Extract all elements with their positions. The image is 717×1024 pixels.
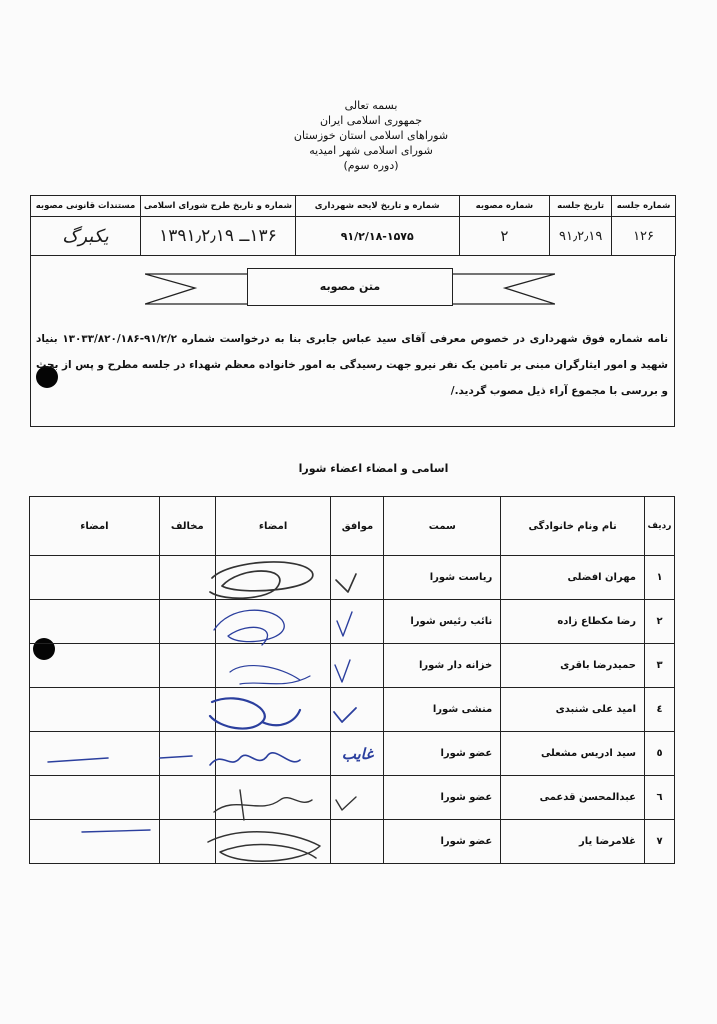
signature-mark-icon [210, 698, 300, 728]
member-role: عضو شورا [384, 820, 501, 864]
dash-mark-icon [160, 756, 192, 758]
members-title: اسامی و امضاء اعضاء شورا [298, 462, 449, 475]
member-name: سید ادریس مشعلی [501, 732, 645, 776]
resolution-number-value: ۲ [459, 217, 550, 256]
member-role: منشی شورا [384, 688, 501, 732]
member-name: حمیدرضا باقری [501, 644, 645, 688]
header-line-city-council: شورای اسلامی شهر امیدیه [309, 144, 433, 157]
resolution-title: متن مصوبه [247, 268, 453, 306]
check-mark-icon [335, 660, 350, 682]
member-role: عضو شورا [384, 732, 501, 776]
meta-col-session-number: شماره جلسه [612, 196, 676, 217]
resolution-text: نامه شماره فوق شهرداری در خصوص معرفی آقای سید عباس جابری بنا به درخواست شماره ۹۱/۲/۲-۱۳۰۳۳/۸۲۰/۱۸۶ بنیاد شهید و امور ایثارگران مبنی بر تامین یک نفر نیرو جهت رسیدگی به امور خانواده معظم شهداء در جلسه مطرح و پس از بحث و بررسی با مجموع آراء ذیل مصوب گردید./ [36, 333, 668, 397]
row-number: ٤ [645, 688, 675, 732]
meta-col-municipal-bill: شماره و تاریخ لایحه شهرداری [295, 196, 459, 217]
check-mark-icon [334, 708, 356, 722]
col-against-signature: امضاء [30, 497, 160, 556]
row-number: ٦ [645, 776, 675, 820]
municipal-bill-value: ۹۱/۲/۱۸-۱۵۷۵ [295, 217, 459, 256]
header-line-republic: جمهوری اسلامی ایران [319, 114, 423, 127]
row-number: ٥ [645, 732, 675, 776]
member-role: نائب رئیس شورا [384, 600, 501, 644]
dash-mark-icon [82, 830, 150, 832]
signature-mark-icon [208, 832, 320, 861]
header-line-bismillah: بسمه تعالی [344, 99, 398, 112]
header-line-term: (دوره سوم) [343, 159, 399, 172]
meta-col-resolution-number: شماره مصوبه [459, 196, 550, 217]
row-number: ۳ [645, 644, 675, 688]
member-name: امید علی شنبدی [501, 688, 645, 732]
row-number: ۷ [645, 820, 675, 864]
member-role: خزانه دار شورا [384, 644, 501, 688]
member-name: غلامرضا یار [501, 820, 645, 864]
meta-col-session-date: تاریخ جلسه [550, 196, 612, 217]
session-date-value: ۹۱٫۲٫۱۹ [550, 217, 612, 256]
check-mark-icon [336, 797, 356, 810]
col-in-favor-signature: امضاء [215, 497, 331, 556]
session-number-value: ۱۲۶ [612, 217, 676, 256]
signature-mark-icon [210, 753, 300, 765]
signature-mark-icon [230, 666, 310, 684]
in-favor-handwritten-note: غایب [331, 732, 384, 776]
check-mark-icon [337, 612, 352, 636]
member-name: رضا مکطاع زاده [501, 600, 645, 644]
row-number: ۲ [645, 600, 675, 644]
row-number: ۱ [645, 556, 675, 600]
member-role: ریاست شورا [384, 556, 501, 600]
meta-col-legal-docs: مستندات قانونی مصوبه [31, 196, 141, 217]
legal-docs-value: یکبرگ [31, 217, 141, 256]
meta-col-council-plan: شماره و تاریخ طرح شورای اسلامی [140, 196, 295, 217]
dash-mark-icon [48, 758, 108, 762]
header-line-province: شوراهای اسلامی استان خوزستان [293, 129, 449, 142]
member-role: عضو شورا [384, 776, 501, 820]
council-plan-value: ۱۳۶ــ ۱۳۹۱٫۲٫۱۹ [140, 217, 295, 256]
col-row-number: ردیف [645, 497, 675, 556]
signature-mark-icon [214, 790, 312, 820]
member-name: عبدالمحسن قدعمی [501, 776, 645, 820]
col-full-name: نام ونام خانوادگی [501, 497, 645, 556]
col-against: مخالف [159, 497, 215, 556]
check-mark-icon [336, 574, 356, 592]
col-in-favor: موافق [331, 497, 384, 556]
member-name: مهران افضلی [501, 556, 645, 600]
col-position: سمت [384, 497, 501, 556]
signature-mark-icon [210, 562, 313, 598]
signature-mark-icon [214, 610, 284, 645]
